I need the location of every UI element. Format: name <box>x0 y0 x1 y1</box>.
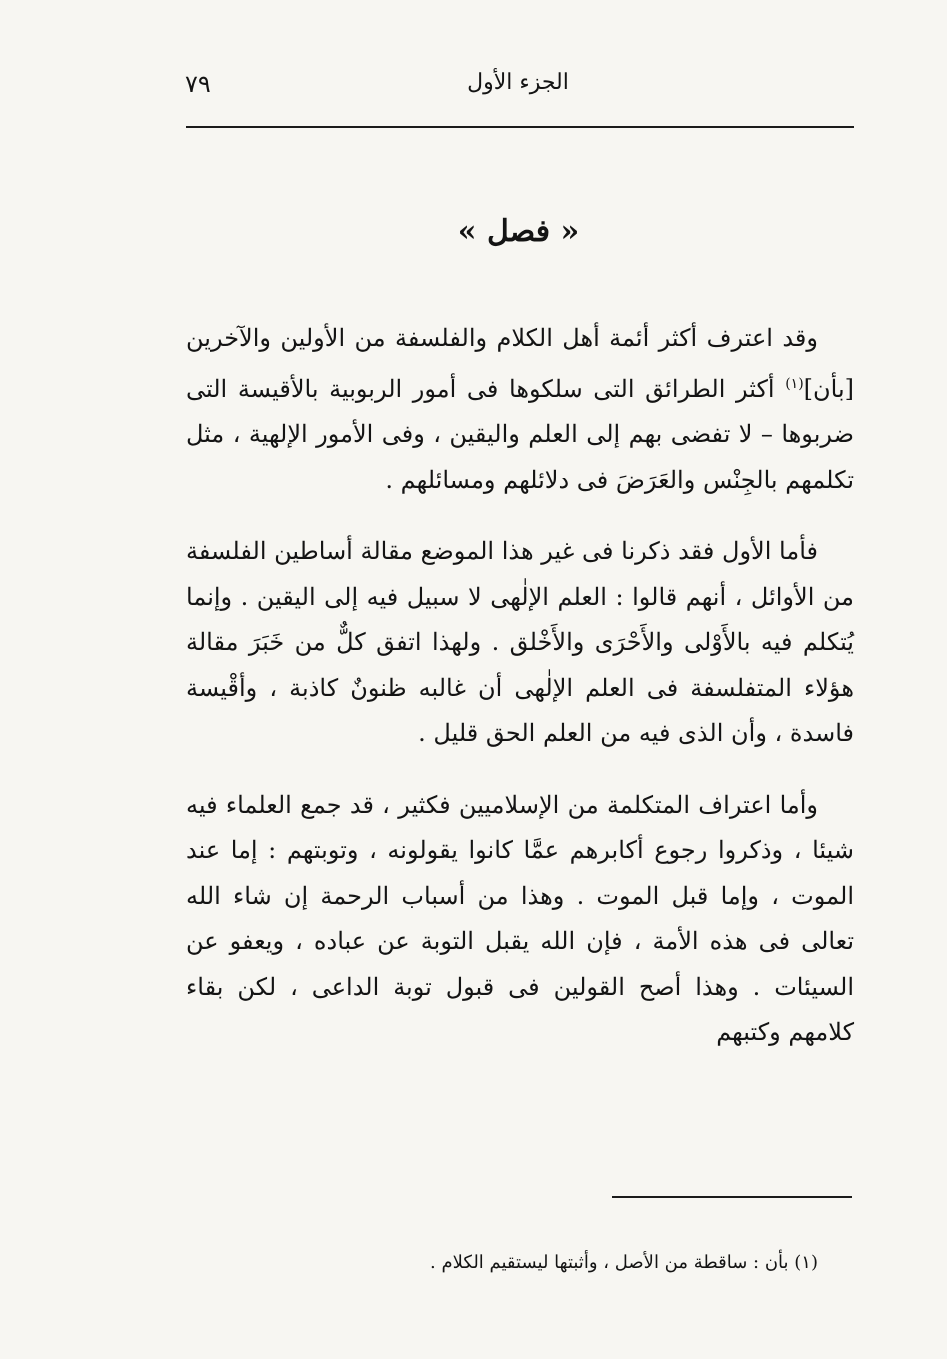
footnote: (١) بأن : ساقطة من الأصل ، وأثبتها ليستقيم الكلام . <box>430 1252 818 1273</box>
paragraph-2-text: فأما الأول فقد ذكرنا فى غير هذا الموضع مقالة أساطين الفلسفة من الأوائل ، أنهم قالوا : العلم الإلٰهى لا سبيل فيه إلى اليقين . وإنما يُتكلم فيه بالأَوْلى والأَحْرَى والأَخْلق . ولهذا اتفق كلٌّ من خَبَرَ مقالة هؤلاء المتفلسفة فى العلم الإلٰهى أن غالبه ظنونٌ كاذبة ، وأقْيسة فاسدة ، وأن الذى فيه من العلم الحق قليل . <box>186 537 854 747</box>
paragraph-1 <box>186 316 854 503</box>
header-rule <box>186 126 854 128</box>
footnote-reference: (١) <box>785 375 804 392</box>
body-text <box>186 316 854 1082</box>
paragraph-3 <box>186 783 854 1056</box>
running-title: الجزء الأول <box>467 70 569 95</box>
paragraph-1-part-a: وقد اعترف أكثر أئمة أهل الكلام والفلسفة من الأولين والآخرين [بأن] <box>186 324 854 403</box>
paragraph-2 <box>186 529 854 757</box>
page-header <box>183 66 853 106</box>
footnote-rule <box>612 1196 852 1198</box>
page-number: ٧٩ <box>185 70 211 98</box>
section-heading: « فصل » <box>457 214 580 249</box>
paragraph-1-part-b: أكثر الطرائق التى سلكوها فى أمور الربوبية بالأقيسة التى ضربوها – لا تفضى بهم إلى العلم واليقين ، وفى الأمور الإلهية ، مثل تكلمهم بالجِنْس والعَرَضَ فى دلائلهم ومسائلهم . <box>186 374 854 494</box>
paragraph-3-text: وأما اعتراف المتكلمة من الإسلاميين فكثير ، قد جمع العلماء فيه شيئا ، وذكروا رجوع أكابرهم عمَّا كانوا يقولونه ، وتوبتهم : إما عند الموت ، وإما قبل الموت . وهذا من أسباب الرحمة إن شاء الله تعالى فى هذه الأمة ، فإن الله يقبل التوبة عن عباده ، ويعفو عن السيئات . وهذا أصح القولين فى قبول توبة الداعى ، لكن بقاء كلامهم وكتبهم <box>186 790 855 1046</box>
